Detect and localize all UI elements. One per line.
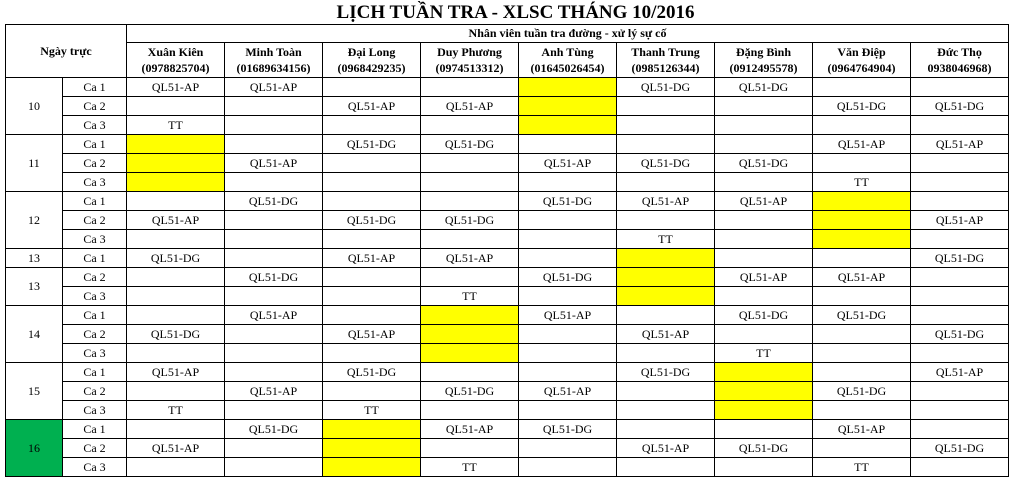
schedule-cell: QL51-DG [421,211,519,230]
schedule-cell [225,458,323,477]
schedule-cell [715,116,813,135]
schedule-cell [225,401,323,420]
schedule-cell: QL51-AP [421,420,519,439]
schedule-cell [519,135,617,154]
schedule-cell [127,382,225,401]
schedule-cell [127,192,225,211]
schedule-cell [617,211,715,230]
schedule-cell [323,439,421,458]
shift-label: Ca 2 [63,382,127,401]
employee-header [225,43,323,78]
schedule-cell [617,97,715,116]
schedule-cell [911,344,1009,363]
schedule-cell [813,249,911,268]
schedule-cell [127,97,225,116]
employee-header [127,43,225,78]
schedule-cell [911,401,1009,420]
schedule-cell [225,173,323,192]
schedule-cell [323,192,421,211]
shift-label: Ca 1 [63,249,127,268]
schedule-cell [715,135,813,154]
employee-name: Duy Phương [437,45,502,59]
schedule-cell: QL51-DG [617,154,715,173]
day-number: 14 [6,306,63,363]
shift-label: Ca 2 [63,268,127,287]
schedule-cell [813,211,911,230]
schedule-cell [323,306,421,325]
schedule-cell: TT [127,401,225,420]
schedule-cell [911,287,1009,306]
shift-label: Ca 1 [63,363,127,382]
table-row [6,439,1009,458]
schedule-cell: TT [715,344,813,363]
schedule-cell: QL51-DG [323,135,421,154]
schedule-cell: QL51-AP [715,192,813,211]
table-row [6,344,1009,363]
schedule-cell [715,173,813,192]
schedule-cell [813,325,911,344]
schedule-cell [911,230,1009,249]
shift-label: Ca 2 [63,439,127,458]
table-row [6,97,1009,116]
employee-name: Minh Toàn [245,45,302,59]
schedule-cell [715,458,813,477]
schedule-cell: QL51-AP [715,268,813,287]
schedule-cell [421,439,519,458]
employee-phone: (0985126344) [631,61,700,75]
shift-label: Ca 3 [63,287,127,306]
schedule-cell: QL51-AP [813,268,911,287]
shift-label: Ca 3 [63,116,127,135]
schedule-cell [421,306,519,325]
schedule-cell: QL51-AP [911,363,1009,382]
day-number: 12 [6,192,63,249]
schedule-cell [617,249,715,268]
schedule-cell: QL51-DG [911,439,1009,458]
schedule-cell [911,382,1009,401]
schedule-cell [617,116,715,135]
schedule-cell [715,287,813,306]
schedule-cell: QL51-AP [127,78,225,97]
schedule-cell [127,230,225,249]
schedule-cell [911,268,1009,287]
schedule-cell: TT [813,458,911,477]
employee-name: Anh Tùng [541,45,594,59]
schedule-cell [911,306,1009,325]
schedule-cell: QL51-DG [715,78,813,97]
employee-header [813,43,911,78]
schedule-cell: QL51-DG [519,192,617,211]
schedule-cell [225,211,323,230]
schedule-cell [911,192,1009,211]
employee-name: Văn Điệp [837,45,886,59]
schedule-cell [715,249,813,268]
schedule-cell: QL51-AP [617,192,715,211]
schedule-cell: QL51-DG [715,306,813,325]
schedule-cell: QL51-DG [813,306,911,325]
shift-label: Ca 3 [63,401,127,420]
schedule-cell [421,154,519,173]
schedule-cell: QL51-AP [421,249,519,268]
schedule-cell [127,135,225,154]
schedule-cell [421,78,519,97]
employee-name: Đại Long [347,45,396,59]
schedule-cell [911,458,1009,477]
schedule-cell [715,363,813,382]
day-number: 10 [6,78,63,135]
schedule-cell: QL51-DG [519,268,617,287]
schedule-cell [617,135,715,154]
schedule-cell: QL51-DG [225,268,323,287]
schedule-cell: TT [421,458,519,477]
employee-phone: (0968429235) [337,61,406,75]
schedule-cell: QL51-AP [323,325,421,344]
schedule-cell [225,249,323,268]
schedule-cell [617,344,715,363]
schedule-cell: QL51-AP [127,363,225,382]
employee-name: Xuân Kiên [147,45,204,59]
schedule-cell [715,420,813,439]
schedule-cell [519,97,617,116]
schedule-cell [519,287,617,306]
schedule-cell [519,211,617,230]
schedule-cell [617,401,715,420]
schedule-cell [421,268,519,287]
table-row [6,306,1009,325]
schedule-cell: QL51-DG [715,154,813,173]
schedule-cell: QL51-DG [127,325,225,344]
schedule-cell [421,325,519,344]
schedule-cell [813,401,911,420]
employee-phone: (0974513312) [435,61,504,75]
shift-label: Ca 2 [63,154,127,173]
schedule-cell [617,268,715,287]
schedule-cell: QL51-AP [421,97,519,116]
schedule-cell: QL51-AP [617,325,715,344]
shift-label: Ca 1 [63,135,127,154]
schedule-cell [323,420,421,439]
schedule-cell [519,325,617,344]
schedule-cell [127,420,225,439]
schedule-cell: QL51-DG [323,363,421,382]
schedule-cell: QL51-AP [127,439,225,458]
schedule-cell [323,154,421,173]
employee-phone: (0912495578) [729,61,798,75]
day-number: 15 [6,363,63,420]
schedule-cell [323,78,421,97]
table-row [6,230,1009,249]
schedule-cell [323,458,421,477]
page-title: LỊCH TUẦN TRA - XLSC THÁNG 10/2016 [336,2,695,23]
shift-label: Ca 3 [63,458,127,477]
schedule-cell [617,306,715,325]
day-number: 13 [6,249,63,268]
schedule-cell [911,173,1009,192]
schedule-cell: QL51-AP [519,154,617,173]
employee-phone: (01645026454) [530,61,605,75]
schedule-cell [813,287,911,306]
schedule-cell [225,363,323,382]
schedule-cell [127,173,225,192]
schedule-cell [225,439,323,458]
date-column-header: Ngày trực [6,25,127,78]
staff-group-header: Nhân viên tuần tra đường - xử lý sự cố [127,25,1009,43]
schedule-cell [421,192,519,211]
schedule-cell: TT [617,230,715,249]
schedule-cell: QL51-AP [323,249,421,268]
schedule-cell: QL51-AP [813,135,911,154]
schedule-cell [813,439,911,458]
table-row [6,458,1009,477]
schedule-cell [813,192,911,211]
shift-label: Ca 2 [63,325,127,344]
schedule-cell [519,173,617,192]
schedule-cell: QL51-AP [225,78,323,97]
shift-label: Ca 3 [63,344,127,363]
schedule-cell [225,344,323,363]
table-row [6,287,1009,306]
day-number: 13 [6,268,63,306]
table-row [6,211,1009,230]
employee-phone: (0978825704) [141,61,210,75]
employee-name: Đức Thọ [937,45,982,59]
employee-header [715,43,813,78]
table-row [6,192,1009,211]
schedule-cell [617,458,715,477]
employee-phone: (0964764904) [827,61,896,75]
schedule-cell [519,401,617,420]
schedule-cell [127,154,225,173]
schedule-cell [715,97,813,116]
schedule-cell [911,154,1009,173]
schedule-cell [617,420,715,439]
schedule-cell [127,306,225,325]
schedule-cell: QL51-AP [225,154,323,173]
schedule-cell: QL51-AP [911,135,1009,154]
table-row [6,154,1009,173]
schedule-cell [421,344,519,363]
schedule-cell: QL51-DG [911,249,1009,268]
schedule-cell [519,458,617,477]
schedule-cell [519,78,617,97]
table-row [6,382,1009,401]
table-row [6,116,1009,135]
employee-header [911,43,1009,78]
schedule-cell: QL51-DG [225,192,323,211]
schedule-cell [323,287,421,306]
schedule-cell [519,439,617,458]
schedule-cell: QL51-AP [617,439,715,458]
table-row [6,135,1009,154]
schedule-cell: TT [127,116,225,135]
table-row [6,249,1009,268]
table-row [6,401,1009,420]
table-row [6,173,1009,192]
schedule-cell [127,268,225,287]
employee-header [617,43,715,78]
schedule-cell [225,116,323,135]
employee-header [519,43,617,78]
schedule-cell: QL51-AP [127,211,225,230]
schedule-cell [911,116,1009,135]
schedule-cell [617,287,715,306]
schedule-cell [519,344,617,363]
schedule-cell: QL51-DG [323,211,421,230]
employee-header [323,43,421,78]
schedule-cell: TT [421,287,519,306]
table-row [6,78,1009,97]
schedule-cell [715,401,813,420]
day-number: 16 [6,420,63,477]
employee-name: Thanh Trung [631,45,700,59]
schedule-cell [323,344,421,363]
schedule-cell [421,116,519,135]
shift-label: Ca 1 [63,78,127,97]
schedule-cell [715,211,813,230]
schedule-cell: QL51-AP [225,382,323,401]
employee-phone: 0938046968) [927,61,992,75]
shift-label: Ca 3 [63,230,127,249]
schedule-cell: QL51-AP [519,306,617,325]
schedule-cell [421,363,519,382]
schedule-cell: QL51-DG [715,439,813,458]
schedule-cell: QL51-AP [225,306,323,325]
schedule-cell: QL51-AP [813,420,911,439]
shift-label: Ca 1 [63,420,127,439]
schedule-cell [715,382,813,401]
table-row [6,325,1009,344]
table-row [6,268,1009,287]
table-row [6,363,1009,382]
schedule-cell: QL51-AP [519,382,617,401]
schedule-cell [813,78,911,97]
schedule-cell: QL51-AP [323,97,421,116]
schedule-cell [323,230,421,249]
employee-phone: (01689634156) [236,61,311,75]
schedule-cell [127,458,225,477]
schedule-cell [323,116,421,135]
schedule-cell: TT [813,173,911,192]
schedule-cell: QL51-DG [127,249,225,268]
schedule-cell: QL51-DG [911,97,1009,116]
shift-label: Ca 3 [63,173,127,192]
schedule-cell [421,401,519,420]
shift-label: Ca 1 [63,192,127,211]
schedule-cell [127,287,225,306]
schedule-cell [617,173,715,192]
schedule-cell [813,344,911,363]
schedule-cell: QL51-AP [911,211,1009,230]
employee-header [421,43,519,78]
schedule-cell: QL51-DG [911,325,1009,344]
schedule-cell [715,230,813,249]
employee-name: Đặng Bình [735,45,792,59]
schedule-cell [421,173,519,192]
schedule-cell [813,363,911,382]
schedule-cell [519,249,617,268]
day-number: 11 [6,135,63,192]
schedule-cell: QL51-DG [421,135,519,154]
schedule-cell [323,268,421,287]
schedule-cell [813,116,911,135]
schedule-cell [519,116,617,135]
schedule-cell: QL51-DG [617,363,715,382]
schedule-cell: QL51-DG [225,420,323,439]
schedule-cell [323,382,421,401]
schedule-cell [813,230,911,249]
schedule-cell [323,173,421,192]
schedule-cell [225,97,323,116]
schedule-cell [421,230,519,249]
shift-label: Ca 2 [63,211,127,230]
schedule-cell [127,344,225,363]
schedule-cell [617,382,715,401]
schedule-cell: TT [323,401,421,420]
schedule-cell: QL51-DG [813,97,911,116]
schedule-cell [225,230,323,249]
schedule-cell [519,363,617,382]
schedule-cell [715,325,813,344]
schedule-cell: QL51-DG [617,78,715,97]
schedule-cell: QL51-DG [421,382,519,401]
schedule-cell [225,325,323,344]
schedule-cell: QL51-DG [813,382,911,401]
shift-label: Ca 2 [63,97,127,116]
shift-label: Ca 1 [63,306,127,325]
schedule-cell [225,135,323,154]
schedule-cell [519,230,617,249]
schedule-cell [911,78,1009,97]
schedule-cell [911,420,1009,439]
schedule-cell [225,287,323,306]
schedule-cell [813,154,911,173]
schedule-table [5,24,1009,477]
table-row [6,420,1009,439]
schedule-cell: QL51-DG [519,420,617,439]
